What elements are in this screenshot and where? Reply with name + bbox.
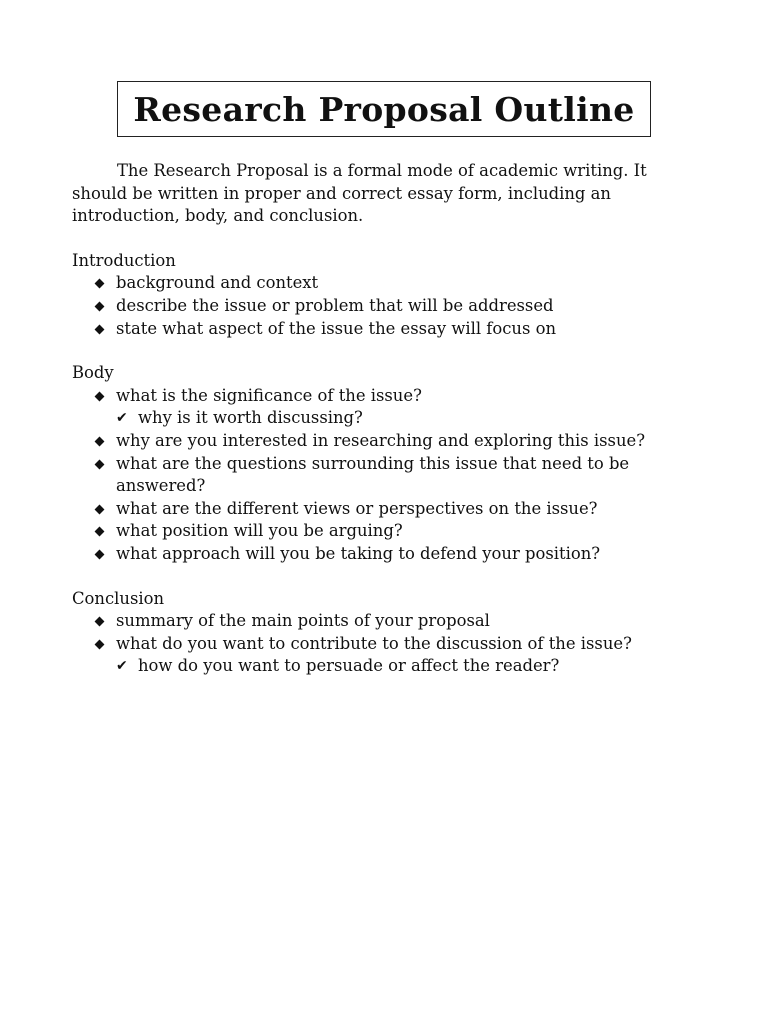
list-item-text: summary of the main points of your proposal bbox=[116, 611, 490, 631]
list-item-text: why are you interested in researching and exploring this issue? bbox=[116, 430, 646, 450]
document-body bbox=[72, 160, 697, 678]
sub-list-item-text: why is it worth discussing? bbox=[138, 408, 363, 428]
diamond-bullet-icon bbox=[95, 279, 105, 289]
sub-list-item-text: how do you want to persuade or affect the reader? bbox=[138, 656, 560, 676]
sub-list bbox=[116, 655, 697, 678]
list-item bbox=[72, 633, 697, 678]
section-body bbox=[72, 362, 697, 565]
checkmark-icon: ✔ bbox=[116, 658, 128, 675]
list-item-text: what are the questions surrounding this issue that need to be answered? bbox=[116, 453, 630, 496]
document-title: Research Proposal Outline bbox=[133, 89, 635, 129]
diamond-bullet-icon bbox=[95, 504, 105, 514]
list-item-text: background and context bbox=[116, 273, 319, 293]
list-item bbox=[72, 610, 697, 633]
list-item bbox=[72, 543, 697, 566]
bullet-list bbox=[72, 610, 697, 678]
list-item bbox=[72, 385, 697, 430]
list-item bbox=[72, 498, 697, 521]
diamond-bullet-icon bbox=[95, 617, 105, 627]
list-item-text: what approach will you be taking to defend your position? bbox=[116, 543, 601, 563]
sub-list-item bbox=[116, 655, 697, 678]
bullet-list bbox=[72, 272, 697, 340]
diamond-bullet-icon bbox=[95, 549, 105, 559]
list-item bbox=[72, 453, 697, 498]
list-item bbox=[72, 520, 697, 543]
list-item bbox=[72, 295, 697, 318]
diamond-bullet-icon bbox=[95, 527, 105, 537]
list-item bbox=[72, 318, 697, 341]
section-heading: Conclusion bbox=[72, 588, 165, 608]
diamond-bullet-icon bbox=[95, 391, 105, 401]
list-item-text: what are the different views or perspectives on the issue? bbox=[116, 498, 598, 518]
intro-paragraph: The Research Proposal is a formal mode of academic writing. It should be written in proper and correct essay form, including an introduction, body, and conclusion. bbox=[72, 161, 647, 226]
list-item-text: describe the issue or problem that will be addressed bbox=[116, 295, 554, 315]
list-item-text: what do you want to contribute to the discussion of the issue? bbox=[116, 633, 632, 653]
title-box bbox=[117, 81, 651, 137]
diamond-bullet-icon bbox=[95, 436, 105, 446]
section-heading: Introduction bbox=[72, 250, 176, 270]
list-item bbox=[72, 272, 697, 295]
section-conclusion bbox=[72, 588, 697, 678]
sub-list bbox=[116, 407, 697, 430]
sub-list-item bbox=[116, 407, 697, 430]
diamond-bullet-icon bbox=[95, 324, 105, 334]
checkmark-icon: ✔ bbox=[116, 410, 128, 427]
bullet-list bbox=[72, 385, 697, 566]
section-introduction bbox=[72, 250, 697, 340]
list-item-text: what position will you be arguing? bbox=[116, 521, 403, 541]
section-heading: Body bbox=[72, 363, 114, 383]
list-item bbox=[72, 430, 697, 453]
diamond-bullet-icon bbox=[95, 639, 105, 649]
diamond-bullet-icon bbox=[95, 302, 105, 312]
outline-sections bbox=[72, 250, 697, 678]
diamond-bullet-icon bbox=[95, 459, 105, 469]
list-item-text: state what aspect of the issue the essay will focus on bbox=[116, 318, 557, 338]
list-item-text: what is the significance of the issue? bbox=[116, 385, 422, 405]
